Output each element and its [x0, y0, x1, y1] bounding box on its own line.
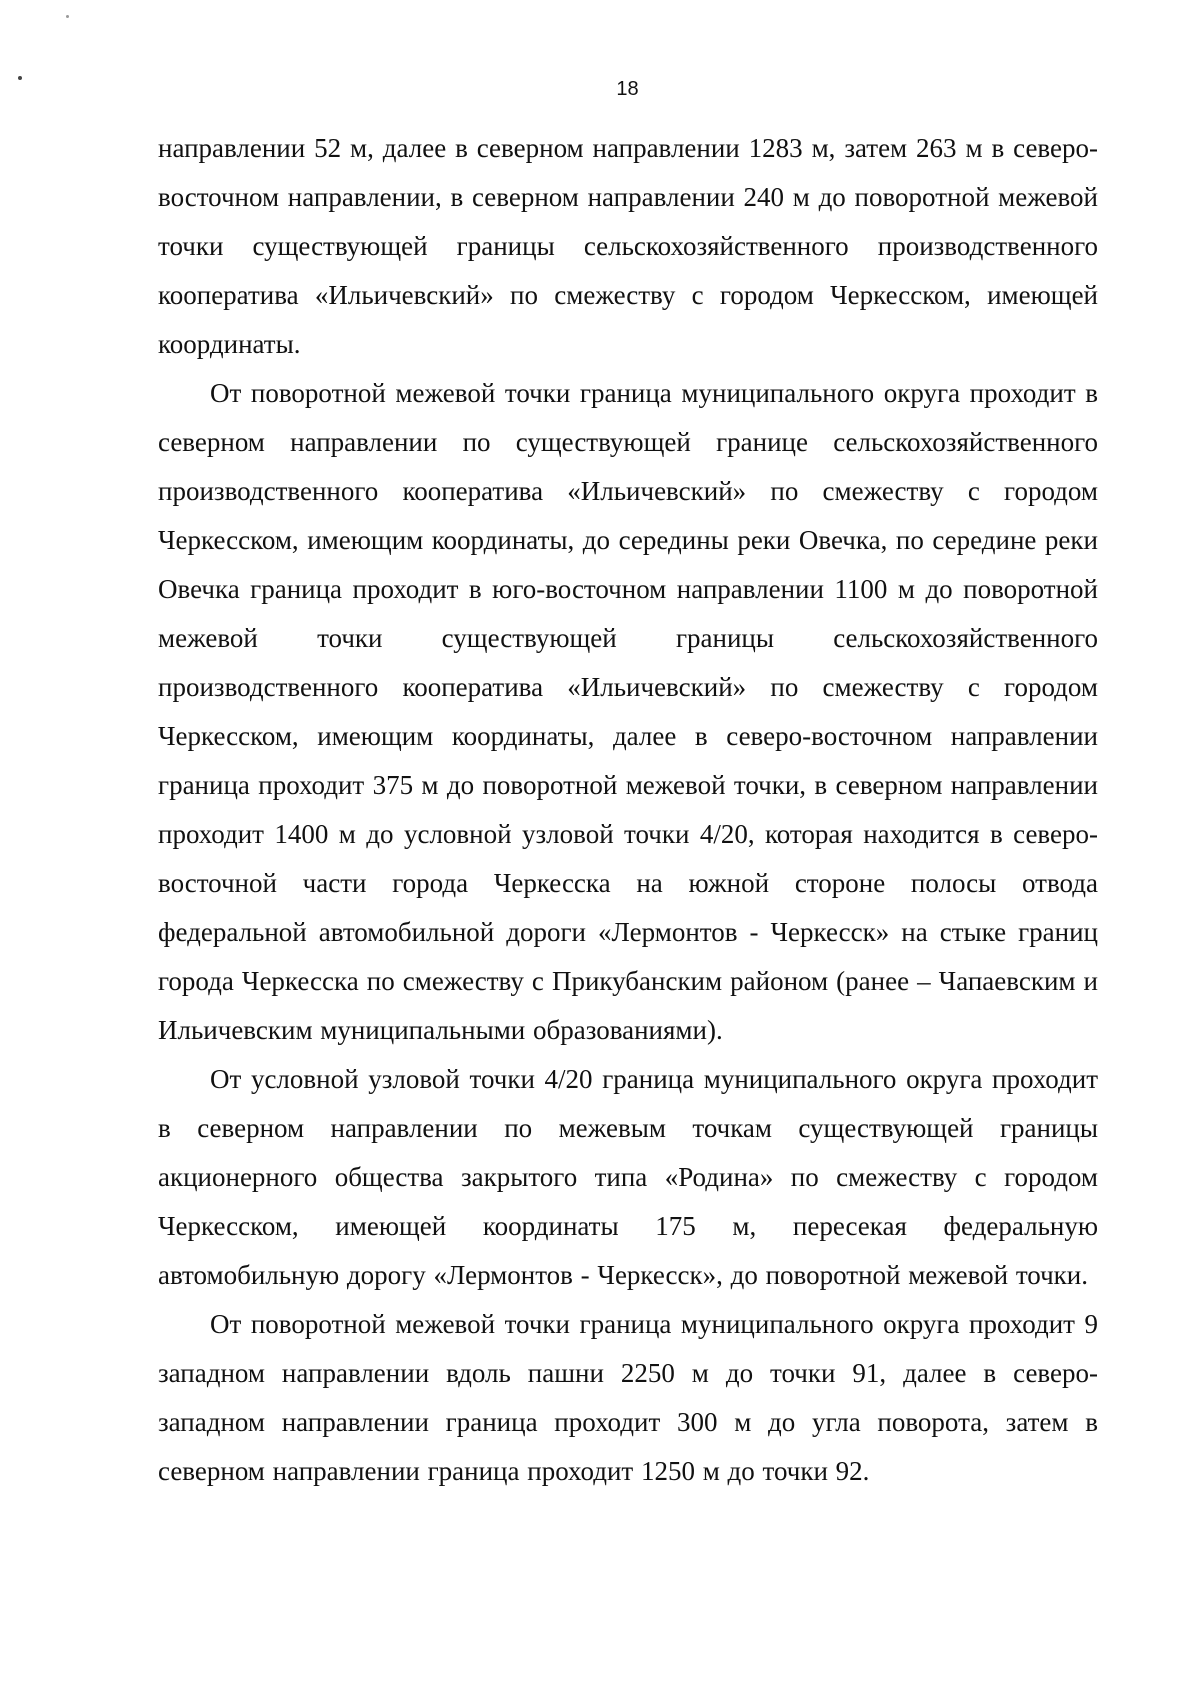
paragraph: От поворотной межевой точки граница муниципального округа проходит 9 западном направлении вдоль пашни 2250 м до точки 91, далее в северо-западном направлении граница проходит 300 м до угла поворота, затем в северном направлении граница проходит 1250 м до точки 92. [158, 1309, 1098, 1486]
document-body [158, 124, 1098, 1496]
paragraph: От условной узловой точки 4/20 граница муниципального округа проходит в северном направлении по межевым точкам существующей границы акционерного общества закрытого типа «Родина» по смежеству с городом Черкесском, имеющей координаты 175 м, пересекая федеральную автомобильную дорогу «Лермонтов - Черкесск», до поворотной межевой точки. [158, 1064, 1098, 1290]
scan-speck [66, 15, 69, 18]
paragraph: направлении 52 м, далее в северном направлении 1283 м, затем 263 м в северо-восточном направлении, в северном направлении 240 м до поворотной межевой точки существующей границы сельскохозяйственного производственного кооператива «Ильичевский» по смежеству с городом Черкесском, имеющей координаты. [158, 133, 1098, 359]
page-number: 18 [616, 78, 639, 100]
paragraph: От поворотной межевой точки граница муниципального округа проходит в северном направлении по существующей границе сельскохозяйственного производственного кооператива «Ильичевский» по смежеству с городом Черкесском, имеющим координаты, до середины реки Овечка, по середине реки Овечка граница проходит в юго-восточном направлении 1100 м до поворотной межевой точки существующей границы сельскохозяйственного производственного кооператива «Ильичевский» по смежеству с городом Черкесском, имеющим координаты, далее в северо-восточном направлении граница проходит 375 м до поворотной межевой точки, в северном направлении проходит 1400 м до условной узловой точки 4/20, которая находится в северо-восточной части города Черкесска на южной стороне полосы отвода федеральной автомобильной дороги «Лермонтов - Черкесск» на стыке границ города Черкесска по смежеству с Прикубанским районом (ранее – Чапаевским и Ильичевским муниципальными образованиями). [158, 378, 1098, 1045]
